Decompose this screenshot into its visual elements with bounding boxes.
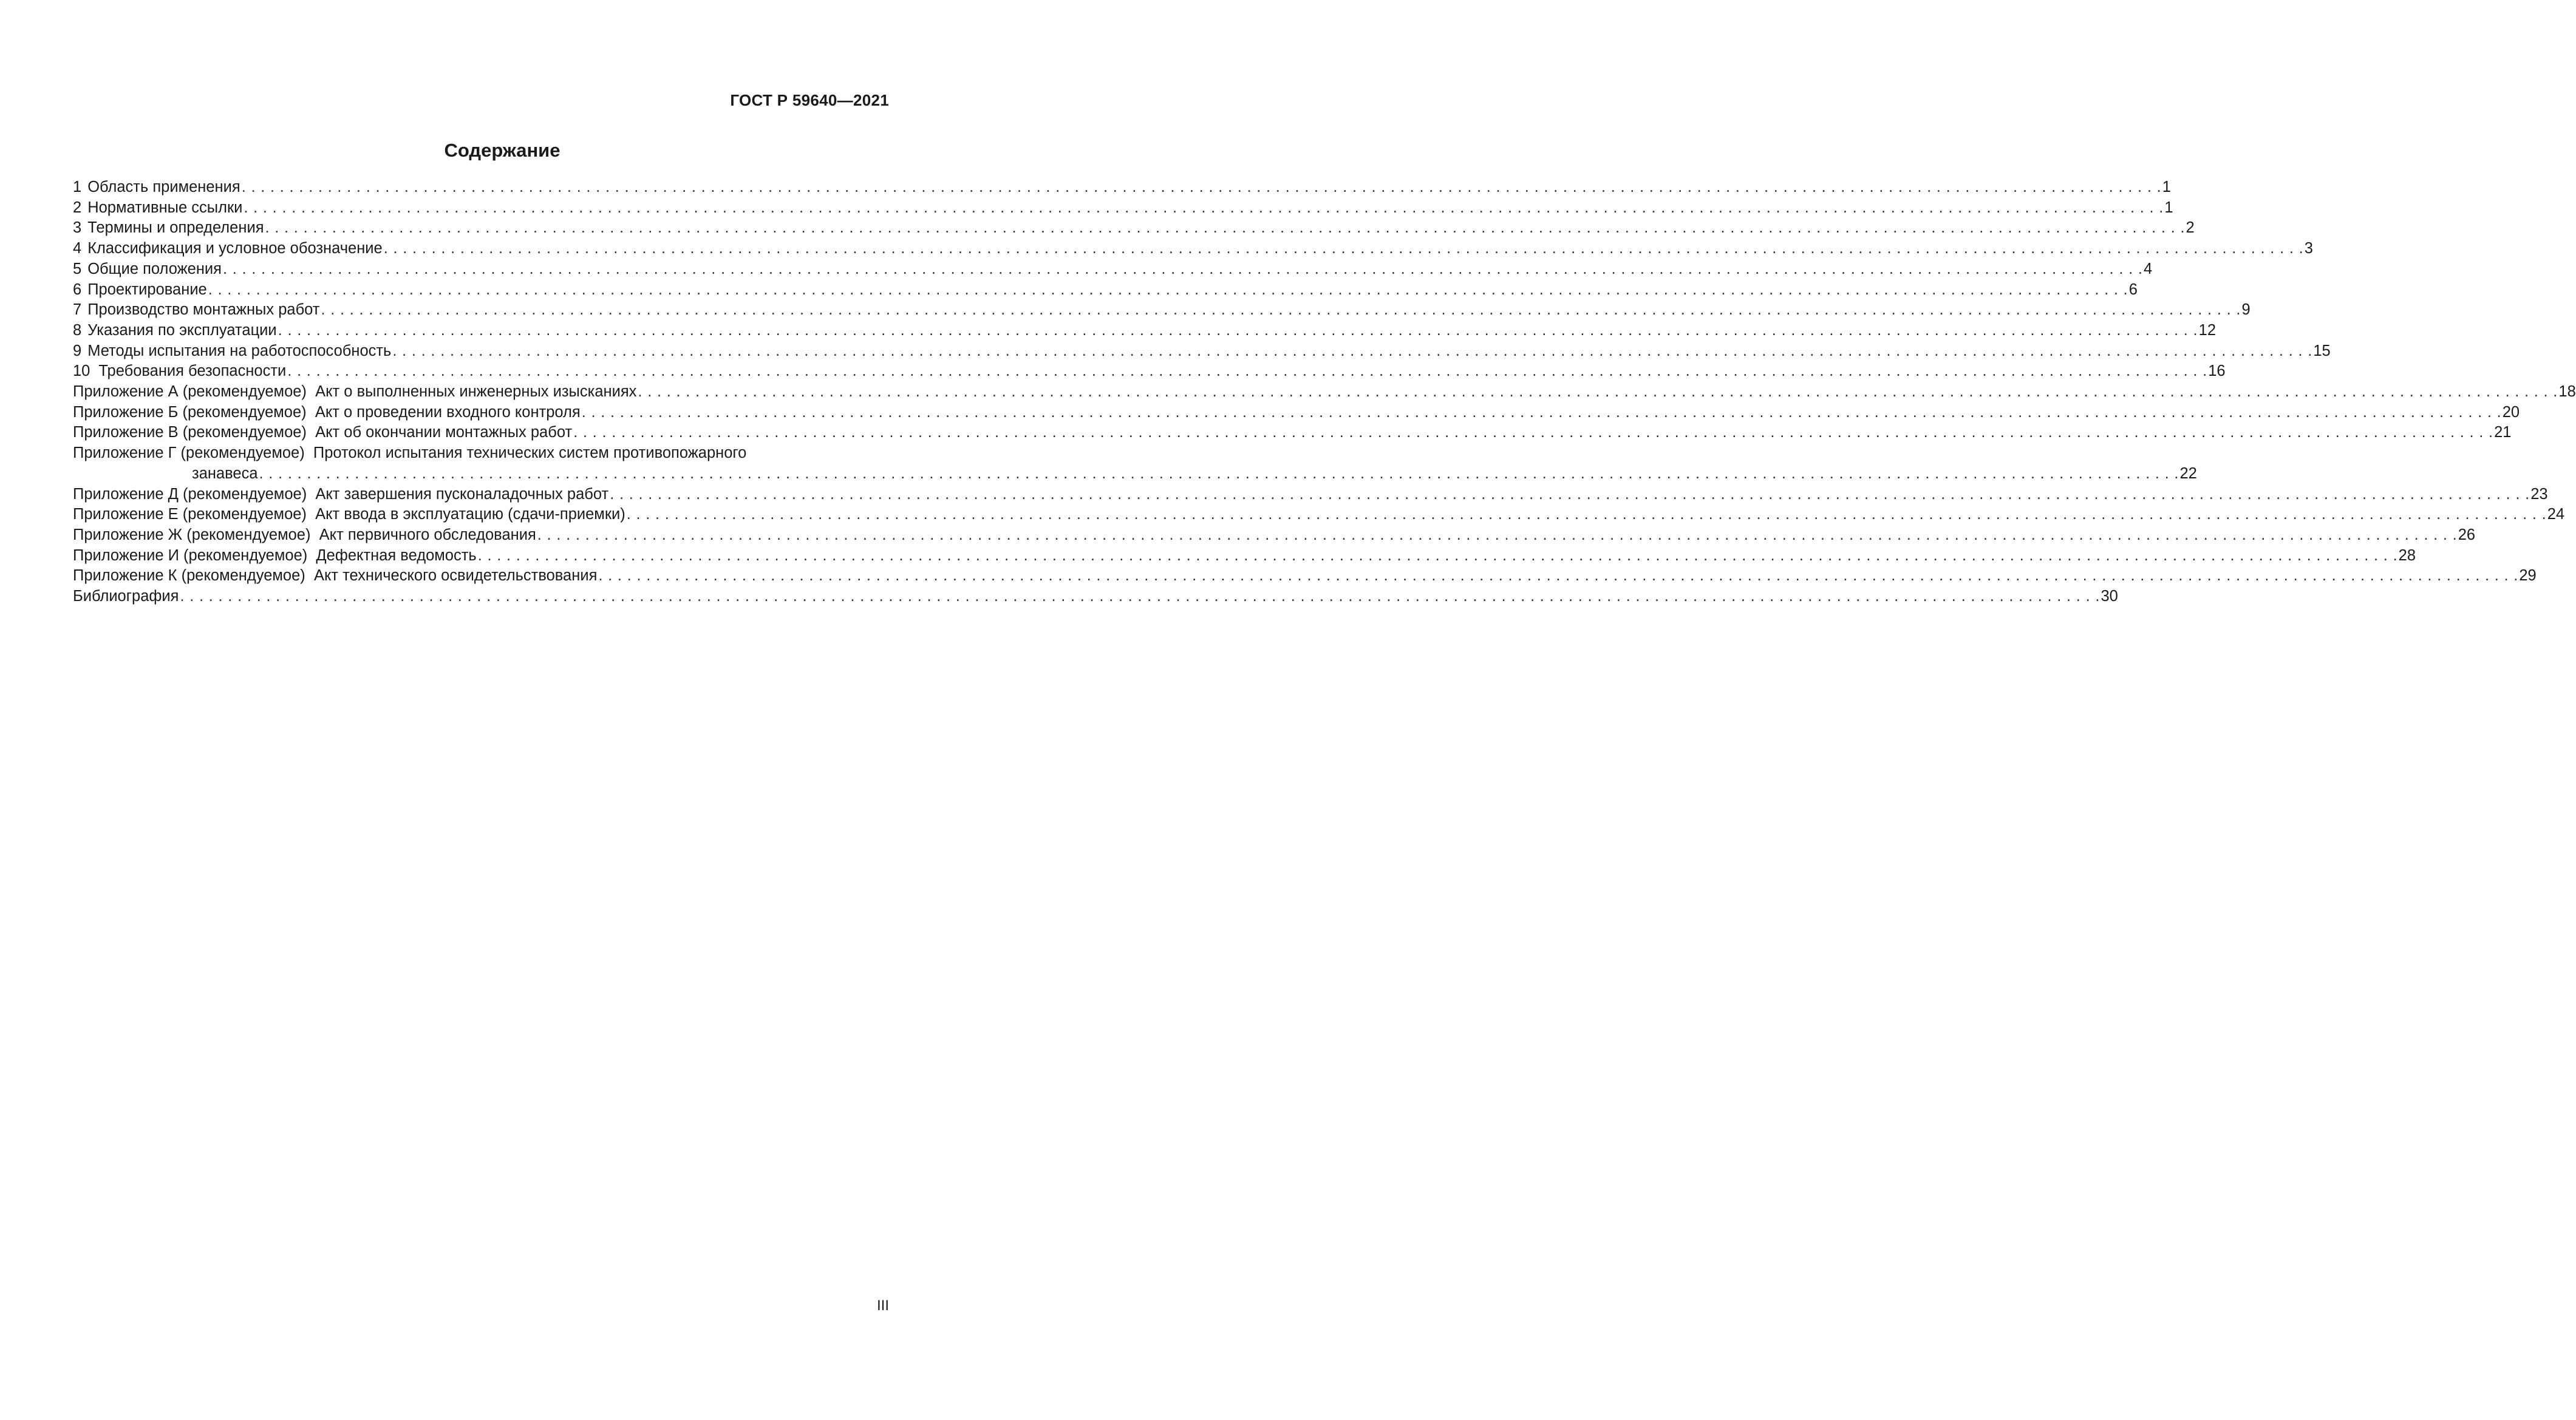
toc-leader-dots xyxy=(264,218,2186,239)
toc-entry-title: Приложение К (рекомендуемое) Акт технического освидетельствования xyxy=(73,567,598,585)
toc-entry-appendix-a[interactable] xyxy=(73,382,2576,403)
toc-entry-page: 23 xyxy=(2530,485,2548,503)
toc-entry-title: Проектирование xyxy=(87,280,207,298)
toc-entry-title: Приложение Д (рекомендуемое) Акт завершения пусконаладочных работ xyxy=(73,485,609,503)
toc-leader-dots xyxy=(258,464,2180,484)
toc-entry-title: Указания по эксплуатации xyxy=(87,321,277,339)
toc-entry[interactable] xyxy=(73,177,2171,198)
toc-entry-number: 4 xyxy=(73,240,82,257)
toc-entry-title: Производство монтажных работ xyxy=(87,301,320,319)
toc-entry-number: 1 xyxy=(73,178,82,195)
toc-entry-page: 21 xyxy=(2494,424,2512,441)
toc-entry-page: 6 xyxy=(2128,280,2138,298)
toc-entry-page: 3 xyxy=(2304,240,2313,257)
toc-entry-page: 20 xyxy=(2502,403,2520,421)
toc-entry-page: 9 xyxy=(2241,301,2251,319)
toc-entry-page: 30 xyxy=(2101,588,2118,605)
toc-entry-page: 1 xyxy=(2162,178,2171,195)
toc-leader-dots xyxy=(242,198,2164,219)
toc-entry-page: 29 xyxy=(2519,567,2537,585)
toc-entry-page: 12 xyxy=(2198,321,2217,339)
toc-entry-title-continuation: занавеса xyxy=(192,464,258,482)
toc-entry-appendix-d[interactable] xyxy=(73,484,2548,505)
toc-entry-number: 5 xyxy=(73,260,82,277)
toc-leader-dots xyxy=(319,300,2241,321)
toc-leader-dots xyxy=(572,423,2494,443)
toc-entry-bibliography[interactable] xyxy=(73,586,2118,607)
toc-entry-number: 9 xyxy=(73,342,82,359)
toc-leader-dots xyxy=(383,239,2305,259)
toc-leader-dots xyxy=(277,321,2199,341)
toc-entry-title: Требования безопасности xyxy=(98,362,287,380)
toc-entry-title: Приложение А (рекомендуемое) Акт о выполненных инженерных изысканиях xyxy=(73,383,637,401)
toc-leader-dots xyxy=(636,382,2558,403)
toc-entry[interactable] xyxy=(73,259,2153,280)
toc-entry[interactable] xyxy=(73,341,2331,362)
toc-entry[interactable] xyxy=(73,280,2138,301)
toc-entry-page: 18 xyxy=(2558,383,2576,401)
toc-leader-dots xyxy=(240,177,2162,198)
toc-entry[interactable] xyxy=(73,300,2251,321)
toc-entry[interactable] xyxy=(73,239,2313,259)
toc-entry-number: 6 xyxy=(73,280,82,298)
toc-entry-title: Приложение В (рекомендуемое) Акт об окончании монтажных работ xyxy=(73,424,573,441)
toc-entry-page: 28 xyxy=(2398,546,2416,564)
toc-entry-page: 16 xyxy=(2208,362,2226,380)
toc-entry-appendix-e[interactable] xyxy=(73,504,2565,525)
toc-leader-dots xyxy=(477,546,2399,566)
toc-leader-dots xyxy=(608,484,2530,505)
toc-entry[interactable] xyxy=(73,321,2217,341)
toc-entry-appendix-zh[interactable] xyxy=(73,525,2476,546)
toc-leader-dots xyxy=(207,280,2129,301)
toc-entry-page: 22 xyxy=(2179,464,2197,482)
document-code: ГОСТ Р 59640—2021 xyxy=(730,91,889,109)
toc-entry-page: 4 xyxy=(2143,260,2153,277)
toc-entry-title: Классификация и условное обозначение xyxy=(87,240,383,257)
toc-entry[interactable] xyxy=(73,361,2226,382)
toc-entry-number: 7 xyxy=(73,301,82,319)
toc-leader-dots xyxy=(581,403,2503,423)
toc-entry-title: Приложение Г (рекомендуемое) Протокол испытания технических систем противопожарного xyxy=(73,444,747,462)
toc-entry-appendix-g[interactable] xyxy=(73,443,891,464)
table-of-contents xyxy=(73,177,2576,607)
toc-entry-title: Термины и определения xyxy=(87,219,264,237)
toc-entry-title: Область применения xyxy=(87,178,240,195)
toc-entry-page: 26 xyxy=(2458,526,2476,543)
toc-entry-page: 24 xyxy=(2547,506,2565,523)
toc-entry[interactable] xyxy=(73,198,2173,219)
toc-entry-title: Приложение Ж (рекомендуемое) Акт первичного обследования xyxy=(73,526,536,543)
toc-title: Содержание xyxy=(444,140,561,161)
toc-entry-title: Библиография xyxy=(73,588,179,605)
toc-entry-page: 15 xyxy=(2313,342,2331,359)
toc-entry-number: 8 xyxy=(73,321,82,339)
toc-entry-appendix-i[interactable] xyxy=(73,546,2416,566)
toc-entry-title: Методы испытания на работоспособность xyxy=(87,342,392,359)
toc-entry-title: Общие положения xyxy=(87,260,222,277)
toc-entry-number: 10 xyxy=(73,362,90,380)
toc-leader-dots xyxy=(597,566,2519,586)
toc-entry[interactable] xyxy=(73,218,2195,239)
toc-entry-appendix-g-continuation[interactable] xyxy=(73,464,2197,484)
toc-entry-title: Нормативные ссылки xyxy=(87,199,243,216)
toc-leader-dots xyxy=(536,525,2458,546)
page-number: III xyxy=(876,1297,889,1314)
toc-entry-page: 2 xyxy=(2186,219,2195,237)
toc-entry-appendix-v[interactable] xyxy=(73,423,2512,443)
toc-leader-dots xyxy=(286,361,2208,382)
toc-leader-dots xyxy=(179,586,2101,607)
toc-entry-title: Приложение Б (рекомендуемое) Акт о проведении входного контроля xyxy=(73,403,581,421)
toc-entry-title: Приложение И (рекомендуемое) Дефектная ведомость xyxy=(73,546,477,564)
toc-leader-dots xyxy=(391,341,2313,362)
toc-entry-page: 1 xyxy=(2164,199,2173,216)
toc-entry-number: 3 xyxy=(73,219,82,237)
toc-leader-dots xyxy=(625,504,2547,525)
toc-entry-title: Приложение Е (рекомендуемое) Акт ввода в эксплуатацию (сдачи-приемки) xyxy=(73,506,625,523)
toc-entry-number: 2 xyxy=(73,199,82,216)
toc-entry-appendix-k[interactable] xyxy=(73,566,2537,586)
toc-leader-dots xyxy=(222,259,2144,280)
toc-entry-appendix-b[interactable] xyxy=(73,403,2520,423)
